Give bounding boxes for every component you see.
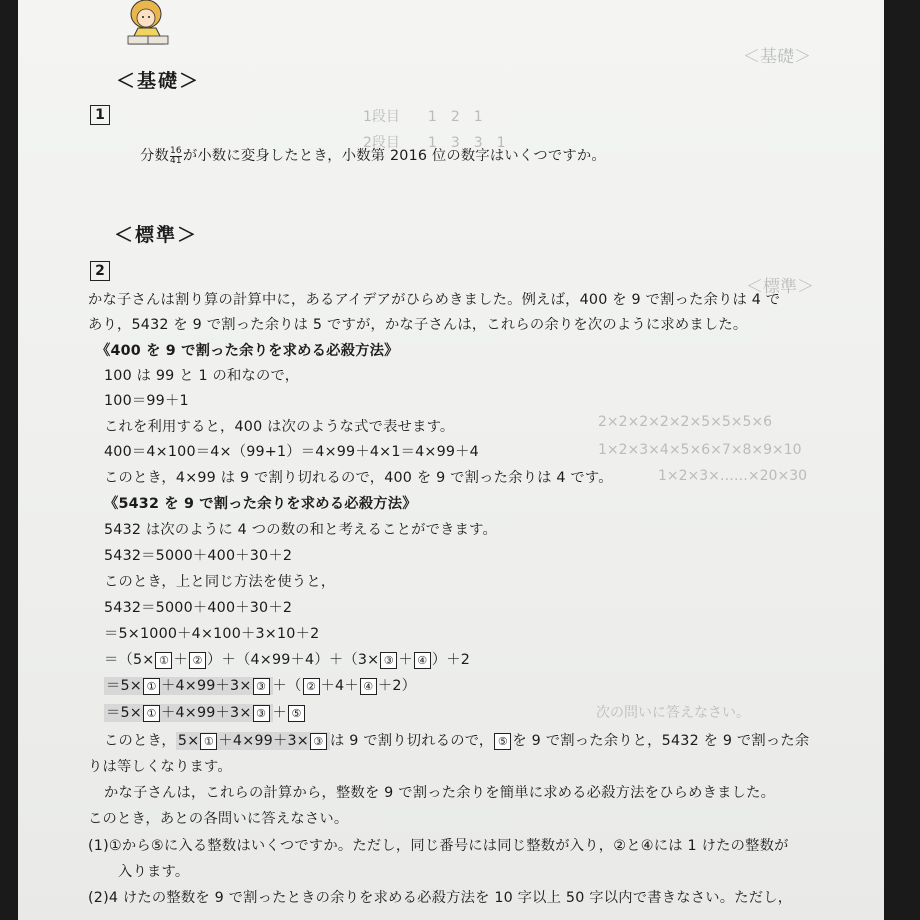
method-1-line-1: 100 は 99 と 1 の和なので， [104, 368, 300, 384]
eq9-part-1: このとき， [104, 733, 176, 749]
method-2-line-5: ＝5×1000＋4×100＋3×10＋2 [104, 626, 320, 642]
question-1-text [140, 146, 606, 166]
bleed-equation-2: 1×2×3×4×5×6×7×8×9×10 [598, 442, 802, 458]
section-heading-standard: ＜標準＞ [114, 224, 199, 246]
bleed-row-1: 1段目 1 2 1 [363, 109, 483, 125]
eq9-highlight-1: 5× [177, 733, 200, 749]
eq8-highlight-group [104, 704, 273, 722]
eq7-highlight-group [104, 677, 273, 695]
q1-fraction-numerator: 16 [170, 145, 182, 156]
answer-box-1: ① [155, 652, 172, 669]
section-heading-basic: ＜基礎＞ [116, 70, 201, 92]
method-2-line-6 [104, 650, 470, 670]
eq8-part-1: ＝5× [106, 705, 142, 721]
answer-box-3: ③ [310, 733, 327, 750]
bleed-heading-basic: ＜基礎＞ [743, 47, 811, 67]
bleed-equation-3: 1×2×3×……×20×30 [658, 468, 808, 484]
mascot-illustration [110, 0, 186, 46]
question-number-1: 1 [90, 105, 110, 125]
eq6-part-3: ）＋（4×99＋4）＋（3× [206, 652, 380, 668]
method-2-line-2: 5432＝5000＋400＋30＋2 [104, 548, 293, 564]
method-2-line-8 [104, 703, 306, 723]
eq6-part-5: ）＋2 [431, 652, 471, 668]
eq6-part-1: ＝（5× [104, 652, 155, 668]
bleed-equation-1: 2×2×2×2×2×5×5×5×6 [598, 414, 773, 430]
method-1-line-4: 400＝4×100＝4×（99+1）＝4×99＋4×1＝4×99＋4 [104, 444, 479, 460]
answer-box-3: ③ [380, 652, 397, 669]
answer-box-1: ① [200, 733, 217, 750]
method-2-line-10: りは等しくなります。 [88, 759, 232, 775]
method-1-line-5: このとき，4×99 は 9 で割り切れるので，400 を 9 で割った余りは 4 です。 [104, 470, 613, 486]
q2-intro-line-2: あり，5432 を 9 で割った余りは 5 ですが，かな子さんは，これらの余りを次のように求めました。 [88, 317, 748, 333]
answer-box-2: ② [303, 678, 320, 695]
answer-box-1: ① [143, 678, 160, 695]
answer-box-1: ① [143, 705, 160, 722]
question-number-2: 2 [90, 261, 110, 281]
sub-question-1-line-2: 入ります。 [118, 864, 190, 880]
eq7-part-5: ＋2） [377, 678, 417, 694]
bleed-instruction: 次の問いに答えなさい。 [596, 705, 750, 721]
method-2-line-9 [104, 731, 809, 751]
answer-box-2: ② [189, 652, 206, 669]
answer-box-5: ⑤ [494, 733, 511, 750]
eq9-highlight-group [176, 732, 330, 750]
eq7-part-3: ＋（ [272, 678, 302, 694]
q1-text-before: 分数 [140, 148, 169, 164]
method-2-line-7 [104, 676, 416, 696]
answer-box-3: ③ [253, 678, 270, 695]
eq7-part-1: ＝5× [106, 678, 142, 694]
bleed-heading-standard: ＜標準＞ [746, 277, 814, 297]
answer-box-3: ③ [253, 705, 270, 722]
q2-outro-line-2: このとき，あとの各問いに答えなさい。 [88, 811, 349, 827]
q1-fraction-denominator: 41 [170, 155, 182, 166]
method-1-title: 《400 を 9 で割った余りを求める必殺方法》 [96, 343, 399, 359]
q2-outro-line-1: かな子さんは，これらの計算から，整数を 9 で割った余りを簡単に求める必殺方法をひらめきました。 [104, 785, 776, 801]
eq9-highlight-2: ＋4×99＋3× [218, 733, 309, 749]
sub-question-2-line-1: (2)4 けたの整数を 9 で割ったときの余りを求める必殺方法を 10 字以上 50 字以内で書きなさい。ただし， [88, 890, 793, 906]
answer-box-5: ⑤ [288, 705, 305, 722]
q1-text-after: が小数に変身したとき，小数第 2016 位の数字はいくつですか。 [182, 148, 606, 164]
answer-box-4: ④ [414, 652, 431, 669]
answer-box-4: ④ [360, 678, 377, 695]
eq7-part-4: ＋4＋ [320, 678, 359, 694]
method-2-line-4: 5432＝5000＋400＋30＋2 [104, 600, 293, 616]
sub-question-1-line-1: (1)①から⑤に入る整数はいくつですか。ただし，同じ番号には同じ整数が入り，②と④には 1 けたの整数が [88, 838, 789, 854]
method-2-line-3: このとき，上と同じ方法を使うと， [104, 574, 336, 590]
bleed-row-2: 2段目 1 3 3 1 [363, 135, 506, 151]
eq7-part-2: ＋4×99＋3× [160, 678, 252, 694]
eq9-part-2: は 9 で割り切れるので， [329, 733, 494, 749]
method-2-title: 《5432 を 9 で割った余りを求める必殺方法》 [104, 496, 417, 512]
method-2-line-1: 5432 は次のように 4 つの数の和と考えることができます。 [104, 522, 497, 538]
q1-fraction [170, 147, 182, 166]
q2-intro-line-1: かな子さんは割り算の計算中に，あるアイデアがひらめきました。例えば，400 を 9 で割った余りは 4 で [88, 292, 781, 308]
eq9-part-3: を 9 で割った余りと，5432 を 9 で割った余 [512, 733, 810, 749]
worksheet-page [18, 0, 884, 920]
eq6-part-4: ＋ [398, 652, 413, 668]
eq8-part-2: ＋4×99＋3× [160, 705, 252, 721]
method-1-line-3: これを利用すると，400 は次のような式で表せます。 [104, 419, 455, 435]
eq8-part-3: ＋ [272, 705, 288, 721]
method-1-line-2: 100＝99＋1 [104, 393, 189, 409]
eq6-part-2: ＋ [173, 652, 188, 668]
